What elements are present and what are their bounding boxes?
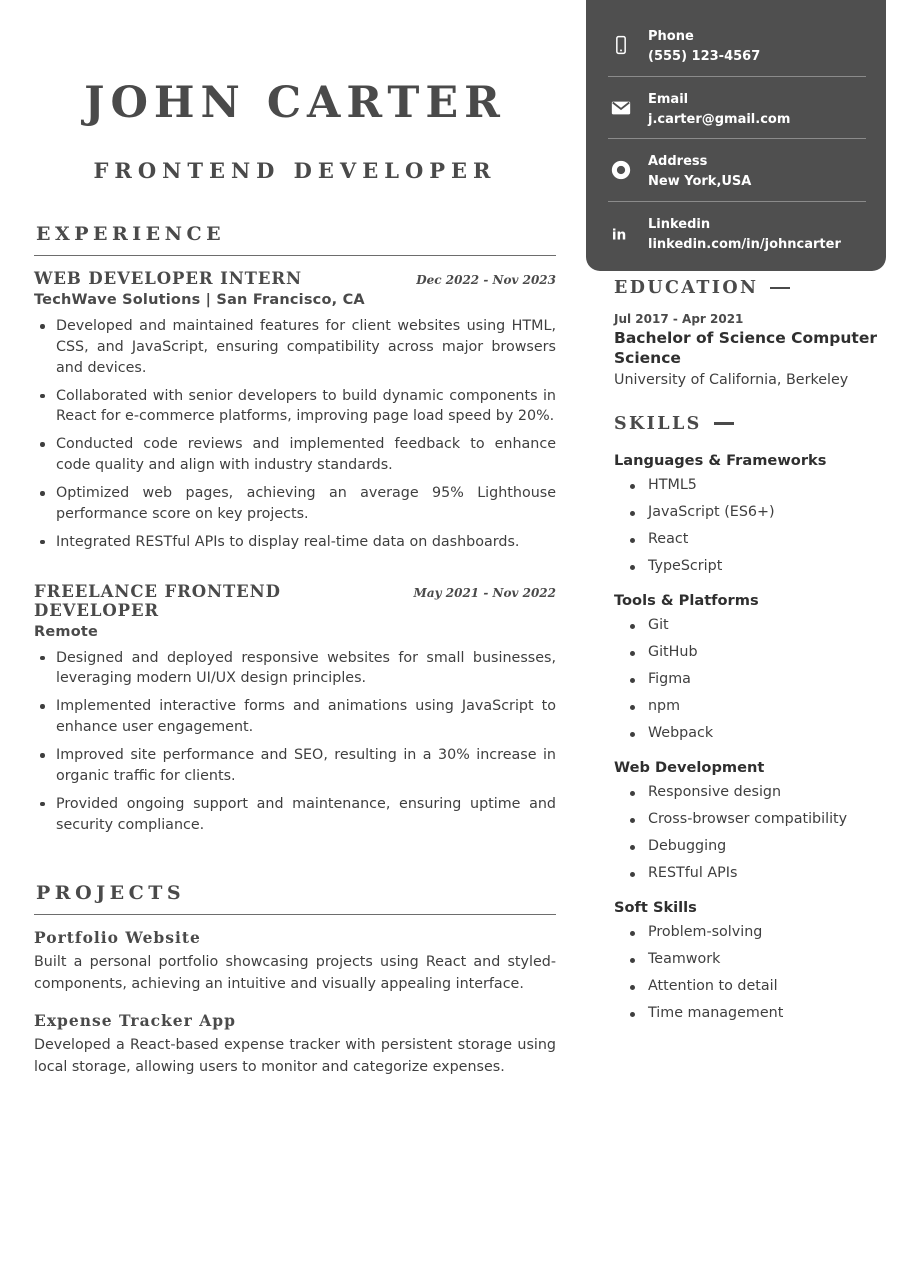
- section-divider: [34, 914, 556, 915]
- experience-item: [34, 269, 556, 553]
- skill-group-title: Languages & Frameworks: [614, 451, 827, 469]
- skill-item: Webpack: [614, 725, 882, 741]
- job-bullet: Designed and deployed responsive websites for small businesses, leveraging modern UI/UX design principles.: [34, 648, 556, 690]
- job-bullets: [34, 316, 556, 553]
- education-heading-row: [614, 278, 882, 298]
- skill-group: [614, 759, 882, 881]
- skills-heading: SKILLS: [614, 413, 702, 434]
- contact-label: Email: [648, 91, 689, 107]
- spacer: [34, 183, 556, 223]
- skill-group-title: Web Development: [614, 758, 765, 776]
- education-school: University of California, Berkeley: [614, 371, 849, 388]
- skill-group: [614, 899, 882, 1021]
- skill-item: HTML5: [614, 477, 882, 493]
- project-item: [34, 1011, 556, 1078]
- job-bullet: Integrated RESTful APIs to display real-time data on dashboards.: [34, 532, 556, 553]
- skill-item: Problem-solving: [614, 924, 882, 940]
- resume-sidebar: [586, 0, 900, 1274]
- skill-group-title: Tools & Platforms: [614, 591, 759, 609]
- job-bullet: Provided ongoing support and maintenance, ensuring uptime and security compliance.: [34, 794, 556, 836]
- location-icon: [608, 157, 634, 183]
- job-header: [34, 582, 556, 620]
- job-bullet: Collaborated with senior developers to build dynamic components in React for e-commerce platforms, improving page load speed by 20%.: [34, 386, 556, 428]
- job-bullets: [34, 648, 556, 836]
- skill-group: [614, 452, 882, 574]
- contact-text: [648, 213, 841, 254]
- skill-list: [614, 784, 882, 881]
- project-title: Expense Tracker App: [34, 1011, 236, 1031]
- contact-value: New York,USA: [648, 174, 752, 190]
- job-title: WEB DEVELOPER INTERN: [34, 269, 302, 288]
- heading-dash-icon: [770, 287, 790, 290]
- skill-item: TypeScript: [614, 558, 882, 574]
- job-bullet: Conducted code reviews and implemented feedback to enhance code quality and align with industry standards.: [34, 434, 556, 476]
- education-dates: Jul 2017 - Apr 2021: [614, 312, 744, 326]
- skill-list: [614, 617, 882, 741]
- spacer: [34, 842, 556, 882]
- contact-item-address[interactable]: [608, 139, 866, 202]
- job-header: [34, 269, 556, 288]
- skill-item: Teamwork: [614, 951, 882, 967]
- job-bullet: Implemented interactive forms and animations using JavaScript to enhance user engagement.: [34, 696, 556, 738]
- contact-item-email[interactable]: [608, 77, 866, 140]
- skill-item: JavaScript (ES6+): [614, 504, 882, 520]
- skill-item: npm: [614, 698, 882, 714]
- experience-section: [34, 223, 556, 835]
- contact-text: [648, 150, 751, 191]
- job-dates: May 2021 - Nov 2022: [413, 585, 556, 600]
- sidebar-sections: [586, 278, 900, 1032]
- contact-value: linkedin.com/in/johncarter: [648, 236, 841, 252]
- project-description: Built a personal portfolio showcasing projects using React and styled-components, achieving an intuitive and visually appealing interface.: [34, 954, 556, 992]
- skill-item: GitHub: [614, 644, 882, 660]
- section-divider: [34, 255, 556, 256]
- skill-item: Cross-browser compatibility: [614, 811, 882, 827]
- project-item: [34, 928, 556, 995]
- contact-value: (555) 123-4567: [648, 49, 761, 65]
- candidate-name: JOHN CARTER: [84, 78, 506, 128]
- contact-value: j.carter@gmail.com: [648, 111, 791, 127]
- linkedin-icon: [608, 220, 634, 246]
- skill-list: [614, 477, 882, 574]
- svg-text:in: in: [611, 227, 627, 244]
- candidate-role: FRONTEND DEVELOPER: [93, 158, 497, 183]
- contact-card: [586, 0, 886, 271]
- skills-heading-row: [614, 414, 882, 434]
- project-title: Portfolio Website: [34, 928, 201, 948]
- projects-heading: PROJECTS: [36, 882, 186, 905]
- skill-item: Responsive design: [614, 784, 882, 800]
- job-company: Remote: [34, 623, 99, 640]
- skill-list: [614, 924, 882, 1021]
- heading-dash-icon: [714, 422, 734, 425]
- contact-label: Phone: [648, 29, 694, 44]
- skill-group: [614, 592, 882, 741]
- contact-text: [648, 25, 760, 66]
- contact-item-phone[interactable]: [608, 14, 866, 77]
- skill-item: Figma: [614, 671, 882, 687]
- skill-item: RESTful APIs: [614, 865, 882, 881]
- projects-section: [34, 882, 556, 1078]
- contact-label: Linkedin: [648, 216, 711, 232]
- education-heading: EDUCATION: [614, 278, 759, 298]
- spacer: [34, 560, 556, 582]
- skill-item: Git: [614, 617, 882, 633]
- job-dates: Dec 2022 - Nov 2023: [416, 273, 556, 287]
- contact-item-linkedin[interactable]: [608, 202, 866, 256]
- spacer: [614, 388, 882, 414]
- job-title: FREELANCE FRONTEND DEVELOPER: [34, 581, 281, 620]
- job-bullet: Optimized web pages, achieving an average 95% Lighthouse performance score on key projects.: [34, 483, 556, 525]
- education-degree: Bachelor of Science Computer Science: [614, 329, 877, 367]
- email-icon: [608, 95, 634, 121]
- skill-item: Time management: [614, 1005, 882, 1021]
- skill-item: Debugging: [614, 838, 882, 854]
- skill-item: React: [614, 531, 882, 547]
- project-description: Developed a React-based expense tracker with persistent storage using local storage, allowing users to monitor and categorize expenses.: [34, 1037, 556, 1075]
- skill-group-title: Soft Skills: [614, 898, 697, 916]
- phone-icon: [608, 32, 634, 58]
- skill-item: Attention to detail: [614, 978, 882, 994]
- education-section: [614, 278, 882, 388]
- contact-label: Address: [648, 154, 708, 169]
- job-bullet: Improved site performance and SEO, resulting in a 30% increase in organic traffic for clients.: [34, 745, 556, 787]
- experience-item: [34, 582, 556, 836]
- contact-text: [648, 88, 790, 129]
- experience-heading: EXPERIENCE: [36, 223, 226, 245]
- job-bullet: Developed and maintained features for client websites using HTML, CSS, and JavaScript, ensuring compatibility across major browsers and devices.: [34, 316, 556, 379]
- job-company: TechWave Solutions | San Francisco, CA: [34, 292, 365, 308]
- skills-section: [614, 414, 882, 1021]
